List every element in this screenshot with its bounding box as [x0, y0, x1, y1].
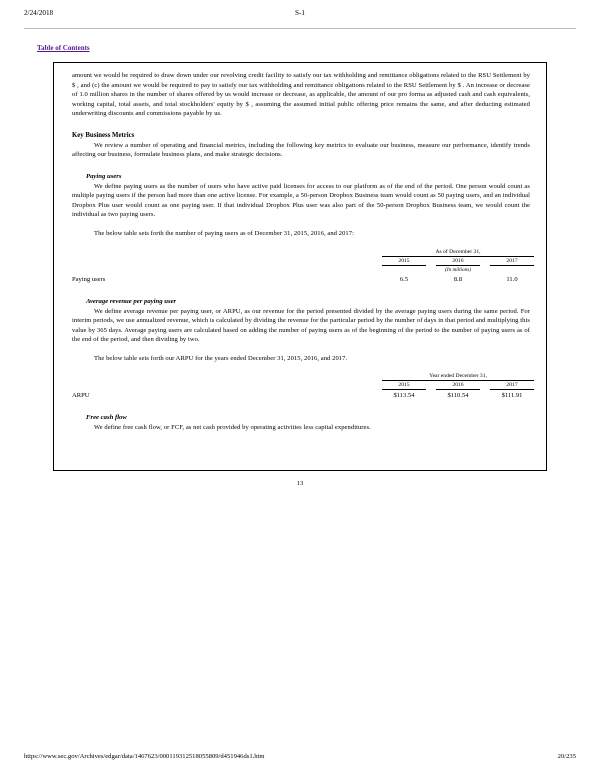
table-units-row [72, 265, 534, 274]
spacer [72, 119, 530, 131]
spacer-cell [480, 381, 490, 390]
cell-paying-users-2016: 8.8 [453, 275, 463, 283]
page-number: 13 [296, 480, 304, 487]
cell-arpu-2015: $113.54 [393, 392, 415, 400]
spacer-cell [372, 372, 382, 381]
spacer-cell [372, 390, 382, 402]
paying-users-group-header: As of December 31, [382, 248, 534, 257]
header-divider [24, 28, 576, 29]
spacer-cell [480, 274, 490, 285]
table-year-header-row [72, 256, 534, 265]
spacer-cell [372, 265, 382, 274]
cell-paying-users-2017: 11.0 [506, 275, 518, 283]
spacer [72, 160, 530, 172]
table-group-header-row [72, 372, 534, 381]
paying-users-definition: We define paying users as the number of users who have active paid licenses for access to our platform as of the end of the period. One person would count as multiple paying users if the person had more than one active license. For example, a 50-person Dropbox Business team would count as 50 paying users, and an individual Dropbox Plus user would count as one paying user. If that individual Dropbox Plus user was also part of the 50-person Dropbox Business team, we would count the individual as two paying users. [72, 182, 530, 219]
row-label-arpu: ARPU [72, 392, 90, 400]
cell-arpu-2016: $110.54 [447, 392, 469, 400]
spacer-cell [72, 372, 372, 381]
table-group-header-row [72, 248, 534, 257]
print-header-title: S-1 [295, 9, 305, 17]
spacer-cell [372, 248, 382, 257]
spacer-cell [72, 381, 372, 390]
spacer-cell [372, 274, 382, 285]
spacer [72, 239, 530, 248]
paying-users-heading: Paying users [86, 172, 122, 180]
spacer-cell [426, 390, 436, 402]
column-header-2015: 2015 [382, 256, 426, 265]
carryover-paragraph: amount we would be required to draw down under our revolving credit facility to satisfy our tax withholding and remittance obligations related to the RSU Settlement by $ , and (c) the amount we would be required to pay to satisfy our tax withholding and remittance obligations related to the RSU Settlement by $ . An increase or decrease of 1.0 million shares in the number of shares offered by us would increase or decrease, as applicable, the amount of our pro forma as adjusted cash and cash equivalents, working capital, total assets, and total stockholders' equity by $ , assuming the assumed initial public offering price remains the same, and after deducting estimated underwriting discounts and commissions payable by us. [72, 72, 530, 118]
print-header-date: 2/24/2018 [24, 9, 54, 17]
print-footer [0, 753, 600, 765]
spacer [72, 220, 530, 229]
table-of-contents-link[interactable]: Table of Contents [37, 44, 90, 52]
spacer-cell [426, 256, 436, 265]
spacer-cell [72, 248, 372, 257]
arpu-table-lead-in: The below table sets forth our ARPU for the years ended December 31, 2015, 2016, and 2017. [94, 354, 348, 362]
table-row [72, 274, 534, 285]
cell-paying-users-2015: 6.5 [399, 275, 409, 283]
spacer [72, 345, 530, 354]
free-cash-flow-heading: Free cash flow [86, 414, 127, 422]
document-body-frame [53, 62, 547, 471]
column-header-2017: 2017 [490, 256, 534, 265]
free-cash-flow-definition: We define free cash flow, or FCF, as net cash provided by operating activities less capital expenditures. [94, 424, 371, 432]
row-label-paying-users: Paying users [72, 275, 106, 283]
print-header [0, 9, 600, 23]
spacer-cell [372, 256, 382, 265]
key-business-metrics-heading: Key Business Metrics [72, 131, 135, 139]
spacer-cell [372, 381, 382, 390]
paying-users-table-lead-in: The below table sets forth the number of paying users as of December 31, 2015, 2016, and 2017: [94, 230, 354, 238]
spacer-cell [480, 256, 490, 265]
spacer-cell [72, 256, 372, 265]
cell-arpu-2017: $111.91 [501, 392, 523, 400]
paying-users-table [72, 248, 534, 285]
column-header-2016: 2016 [436, 381, 480, 390]
column-header-2015: 2015 [382, 381, 426, 390]
table-row [72, 390, 534, 402]
arpu-group-header: Year ended December 31, [382, 372, 534, 381]
arpu-table [72, 372, 534, 401]
print-footer-url: https://www.sec.gov/Archives/edgar/data/1467623/000119312518055809/d451946ds1.htm [24, 753, 265, 760]
spacer [72, 285, 530, 297]
table-year-header-row [72, 381, 534, 390]
spacer-cell [426, 274, 436, 285]
key-business-metrics-intro: We review a number of operating and financial metrics, including the following key metrics to evaluate our business, measure our performance, identify trends affecting our business, formulate business plans, and make strategic decisions. [72, 141, 530, 159]
arpu-definition: We define average revenue per paying user, or ARPU, as our revenue for the period presented divided by the average paying users during the same period. For interim periods, we use annualized revenue, which is calculated by dividing the revenue for the particular period by the number of days in that period and multiplying this value by 365 days. Average paying users are calculated based on adding the number of paying users as of the beginning of the period to the number of paying users as of the end of the period, and then dividing by two. [72, 307, 530, 344]
spacer-cell [72, 265, 372, 274]
column-header-2016: 2016 [436, 256, 480, 265]
spacer-cell [480, 390, 490, 402]
spacer [72, 401, 530, 413]
column-header-2017: 2017 [490, 381, 534, 390]
print-footer-page-indicator: 20/235 [557, 753, 576, 760]
arpu-heading: Average revenue per paying user [86, 297, 177, 305]
spacer-cell [426, 381, 436, 390]
spacer [72, 363, 530, 372]
paying-users-units-note: (In millions) [445, 266, 471, 273]
